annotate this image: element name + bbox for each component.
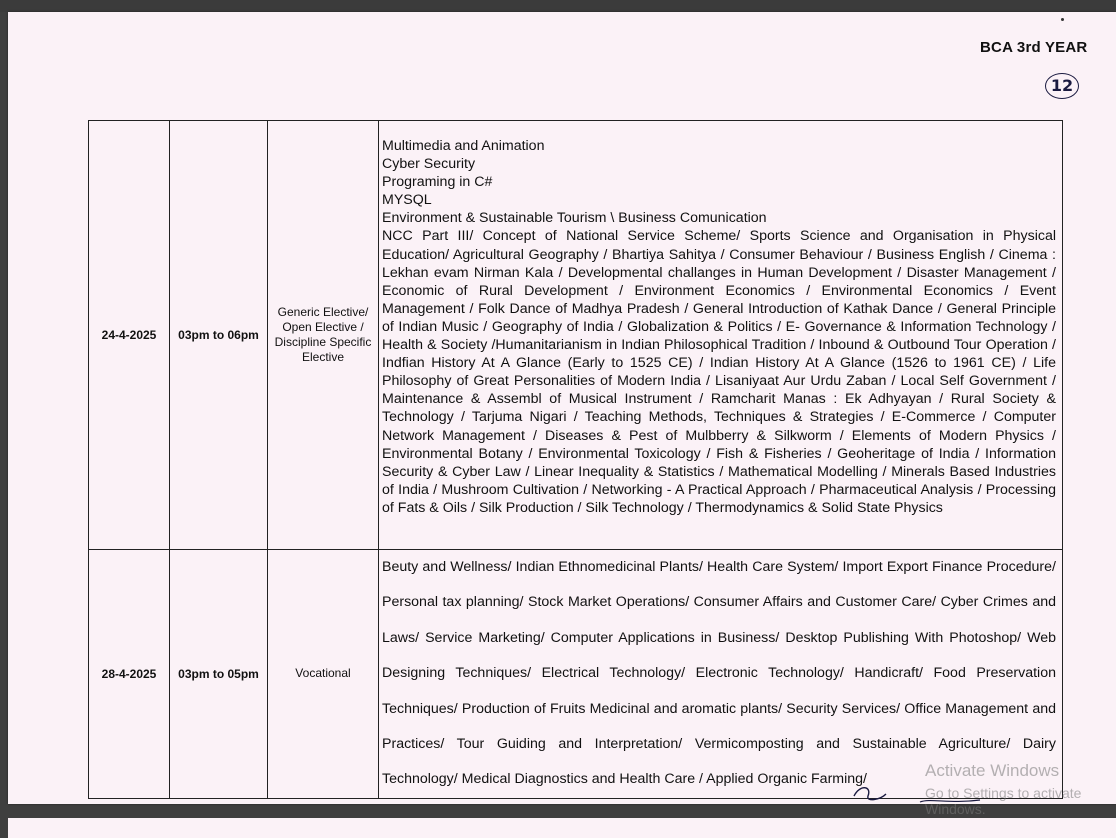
next-document-page xyxy=(8,818,1116,838)
table-row xyxy=(89,550,1063,799)
scan-speck xyxy=(1061,18,1064,21)
exam-time: 03pm to 06pm xyxy=(170,121,268,550)
handwritten-page-number: 12 xyxy=(1045,73,1079,99)
subject-line: Environment & Sustainable Tourism \ Business Comunication xyxy=(382,210,767,227)
subject-line: Programing in C# xyxy=(382,174,493,191)
paper-type: Vocational xyxy=(268,550,379,799)
viewer-top-bar xyxy=(0,0,1116,12)
subject-paragraph: Beuty and Wellness/ Indian Ethnomedicinal Plants/ Health Care System/ Import Export Finance Procedure/ Personal tax planning/ Stock Market Operations/ Consumer Affairs and Customer Care/ Cyber Crimes and Laws/ Service Marketing/ Computer Applications in Business/ Desktop Publishing With Photoshop/ Web Designing Techniques/ Electrical Technology/ Electronic Technology/ Handicraft/ Food Preservation Techniques/ Production of Fruits Medicinal and aromatic plants/ Security Services/ Office Management and Practices/ Tour Guiding and Interpretation/ Vermicomposting and Sustainable Agriculture/ Dairy Technology/ Medical Diagnostics and Health Care / Applied Organic Farming/ xyxy=(382,559,1056,788)
windows-watermark-subtext: Go to Settings to activate Windows. xyxy=(925,785,1082,817)
windows-watermark: Activate Windows xyxy=(925,761,1060,780)
exam-date: 28-4-2025 xyxy=(89,550,170,799)
subject-list xyxy=(379,121,1063,550)
subject-line: Cyber Security xyxy=(382,156,476,173)
exam-date: 24-4-2025 xyxy=(89,121,170,550)
subject-line: Multimedia and Animation xyxy=(382,138,545,154)
page-title: BCA 3rd YEAR xyxy=(980,39,1088,56)
exam-time: 03pm to 05pm xyxy=(170,550,268,799)
table-row xyxy=(89,121,1063,550)
subject-line: MYSQL xyxy=(382,192,432,209)
exam-schedule-table xyxy=(88,120,1063,799)
paper-type: Generic Elective/ Open Elective / Discipline Specific Elective xyxy=(268,121,379,550)
subject-paragraph: NCC Part III/ Concept of National Service Scheme/ Sports Science and Organisation in Physical Education/ Agricultural Geography / Bhartiya Sahitya / Consumer Behaviour / Business English / Cinema : Lekhan evam Nirman Kala / Developmental challanges in Human Development / Disaster Management / Economic of Rural Development / Environment Economics / Environmental Economics / Event Management / Folk Dance of Madhya Pradesh / General Introduction of Kathak Dance / General Principle of Indian Music / Geography of India / Globalization & Politics / E- Governance & Information Technology / Health & Society /Humanitarianism in Indian Philosophical Tradition / Inbound & Outbound Tour Operation / Indfian History At A Glance (Early to 1525 CE) / Indian History At A Glance (1526 to 1961 CE) / Life Philosophy of Great Personalities of Modern India / Lisaniyaat Aur Urdu Zaban / Local Self Government / Maintenance & Assembl of Musical Instrument / Ramcharit Manas : Ek Adhyayan / Rural Society & Technology / Tarjuma Nigari / Teaching Methods, Techniques & Strategies / E-Commerce / Computer Network Management / Diseases & Pest of Mulbberry & Silkworm / Elements of Modern Physics / Environmental Botany / Environmental Toxicology / Fish & Fisheries / Geoheritage of India / Information Security & Cyber Law / Linear Inequality & Statistics / Mathematical Modelling / Minerals Based Industries of India / Mushroom Cultivation / Networking - A Practical Approach / Pharmaceutical Analysis / Processing of Fats & Oils / Silk Production / Silk Technology / Thermodynamics & Solid State Physics xyxy=(382,228,1056,516)
